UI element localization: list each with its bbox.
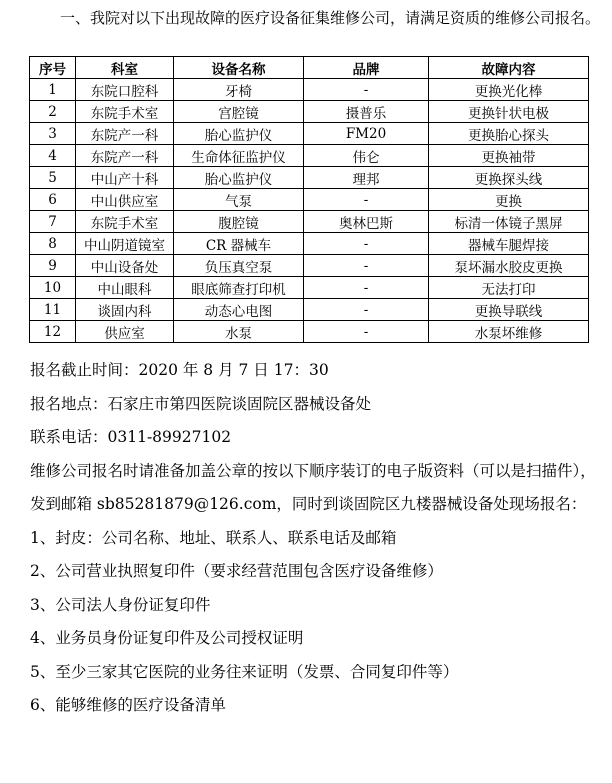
repair-table (29, 56, 589, 343)
cell-device: 宫腔镜 (174, 101, 304, 123)
cell-index: 2 (30, 101, 76, 123)
cell-brand: 奥林巴斯 (304, 211, 429, 233)
requirement-item: 4、业务员身份证复印件及公司授权证明 (30, 629, 304, 647)
cell-brand: - (304, 255, 429, 277)
cell-index: 5 (30, 167, 76, 189)
header-index: 序号 (30, 57, 76, 79)
cell-brand: - (304, 189, 429, 211)
cell-device: 动态心电图 (174, 299, 304, 321)
cell-device: 生命体征监护仪 (174, 145, 304, 167)
cell-index: 1 (30, 79, 76, 101)
deadline-text: 报名截止时间：2020 年 8 月 7 日 17：30 (30, 361, 329, 379)
cell-department: 中山眼科 (76, 277, 174, 299)
table-row (30, 145, 589, 167)
cell-fault: 更换光化棒 (429, 79, 589, 101)
info-section (30, 354, 600, 723)
cell-brand: 摄普乐 (304, 101, 429, 123)
table-row (30, 167, 589, 189)
cell-brand: 理邦 (304, 167, 429, 189)
cell-department: 东院产一科 (76, 123, 174, 145)
cell-fault: 更换针状电极 (429, 101, 589, 123)
header-brand: 品牌 (304, 57, 429, 79)
cell-fault: 更换袖带 (429, 145, 589, 167)
table-row (30, 101, 589, 123)
cell-department: 中山设备处 (76, 255, 174, 277)
table-row (30, 255, 589, 277)
phone-text: 联系电话：0311-89927102 (30, 428, 232, 446)
cell-device: 牙椅 (174, 79, 304, 101)
cell-brand: - (304, 277, 429, 299)
requirement-item: 3、公司法人身份证复印件 (30, 595, 211, 614)
header-device: 设备名称 (174, 57, 304, 79)
cell-device: 水泵 (174, 321, 304, 343)
cell-brand: - (304, 299, 429, 321)
cell-device: 负压真空泵 (174, 255, 304, 277)
cell-department: 东院手术室 (76, 211, 174, 233)
cell-index: 4 (30, 145, 76, 167)
cell-department: 中山供应室 (76, 189, 174, 211)
cell-index: 3 (30, 123, 76, 145)
cell-index: 8 (30, 233, 76, 255)
cell-brand: 伟仑 (304, 145, 429, 167)
table-header-row (30, 57, 589, 79)
cell-device: CR 器械车 (174, 233, 304, 255)
cell-fault: 更换导联线 (429, 299, 589, 321)
cell-brand: - (304, 233, 429, 255)
cell-department: 中山产十科 (76, 167, 174, 189)
location-text: 报名地点：石家庄市第四医院谈固院区器械设备处 (30, 394, 372, 413)
requirement-item: 1、封皮：公司名称、地址、联系人、联系电话及邮箱 (30, 528, 397, 547)
cell-fault: 泵坏漏水胶皮更换 (429, 255, 589, 277)
cell-device: 气泵 (174, 189, 304, 211)
cell-department: 东院手术室 (76, 101, 174, 123)
cell-brand: FM20 (304, 123, 429, 145)
cell-fault: 无法打印 (429, 277, 589, 299)
cell-device: 胎心监护仪 (174, 123, 304, 145)
cell-index: 12 (30, 321, 76, 343)
cell-index: 6 (30, 189, 76, 211)
cell-fault: 更换探头线 (429, 167, 589, 189)
table-row (30, 123, 589, 145)
cell-device: 胎心监护仪 (174, 167, 304, 189)
cell-brand: - (304, 79, 429, 101)
table-row (30, 277, 589, 299)
intro-paragraph: 一、我院对以下出现故障的医疗设备征集维修公司，请满足资质的维修公司报名。 (60, 9, 601, 27)
cell-fault: 更换胎心探头 (429, 123, 589, 145)
table-row (30, 321, 589, 343)
cell-fault: 标清一体镜子黑屏 (429, 211, 589, 233)
cell-fault: 器械车腿焊接 (429, 233, 589, 255)
cell-fault: 更换 (429, 189, 589, 211)
table-row (30, 299, 589, 321)
instructions-text: 维修公司报名时请准备加盖公章的按以下顺序装订的电子版资料（可以是扫描件），发到邮箱 sb85281879@126.com，同时到谈固院区九楼器械设备处现场报名： (30, 461, 596, 513)
table-row (30, 233, 589, 255)
cell-brand: - (304, 321, 429, 343)
table-row (30, 211, 589, 233)
cell-department: 东院产一科 (76, 145, 174, 167)
cell-index: 11 (30, 299, 76, 321)
requirement-item: 2、公司营业执照复印件（要求经营范围包含医疗设备维修） (30, 562, 443, 580)
requirement-item: 5、至少三家其它医院的业务往来证明（发票、合同复印件等） (30, 662, 459, 681)
table-row (30, 189, 589, 211)
cell-department: 谈固内科 (76, 299, 174, 321)
cell-fault: 水泵坏维修 (429, 321, 589, 343)
cell-department: 东院口腔科 (76, 79, 174, 101)
cell-device: 腹腔镜 (174, 211, 304, 233)
cell-device: 眼底筛查打印机 (174, 277, 304, 299)
cell-department: 供应室 (76, 321, 174, 343)
header-fault: 故障内容 (429, 57, 589, 79)
cell-department: 中山阴道镜室 (76, 233, 174, 255)
header-department: 科室 (76, 57, 174, 79)
cell-index: 9 (30, 255, 76, 277)
table-body (30, 79, 589, 343)
requirement-item: 6、能够维修的医疗设备清单 (30, 696, 226, 714)
cell-index: 10 (30, 277, 76, 299)
cell-index: 7 (30, 211, 76, 233)
table-row (30, 79, 589, 101)
